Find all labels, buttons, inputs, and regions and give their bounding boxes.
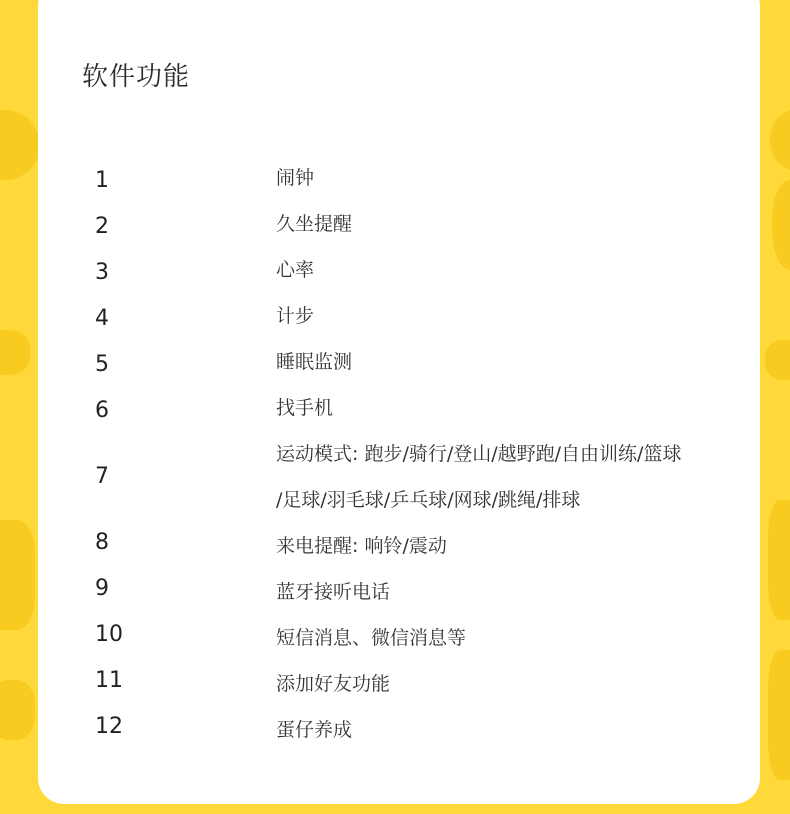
feature-text: 找手机	[276, 397, 334, 419]
feature-text: 添加好友功能	[276, 673, 391, 695]
feature-number: 4	[95, 306, 109, 331]
feature-number: 7	[95, 464, 109, 489]
feature-text: 蛋仔养成	[276, 719, 353, 741]
feature-number: 2	[95, 214, 109, 239]
feature-text: 闹钟	[276, 167, 315, 189]
feature-text: 计步	[276, 305, 315, 327]
feature-text: 心率	[276, 259, 315, 281]
feature-number: 5	[95, 352, 109, 377]
feature-text: 来电提醒: 响铃/震动	[276, 535, 447, 557]
decor-shape	[0, 680, 35, 740]
feature-text: 久坐提醒	[276, 213, 353, 235]
feature-number: 6	[95, 398, 109, 423]
feature-text: 睡眠监测	[276, 351, 353, 373]
feature-text: 运动模式: 跑步/骑行/登山/越野跑/自由训练/篮球	[276, 443, 682, 465]
content-card	[38, 0, 760, 804]
decor-shape	[0, 520, 35, 630]
decor-shape	[768, 650, 790, 780]
decor-shape	[768, 500, 790, 620]
feature-number: 12	[95, 714, 123, 739]
feature-number: 3	[95, 260, 109, 285]
feature-number: 11	[95, 668, 123, 693]
decor-shape	[765, 340, 790, 380]
feature-text: /足球/羽毛球/乒乓球/网球/跳绳/排球	[276, 489, 581, 511]
decor-shape	[0, 330, 30, 375]
feature-number: 1	[95, 168, 109, 193]
decor-shape	[770, 110, 790, 170]
feature-text: 蓝牙接听电话	[276, 581, 391, 603]
feature-number: 9	[95, 576, 109, 601]
feature-number: 8	[95, 530, 109, 555]
feature-text: 短信消息、微信消息等	[276, 627, 467, 649]
decor-shape	[772, 180, 790, 270]
decor-shape	[0, 110, 40, 180]
section-title: 软件功能	[82, 62, 191, 92]
feature-number: 10	[95, 622, 123, 647]
